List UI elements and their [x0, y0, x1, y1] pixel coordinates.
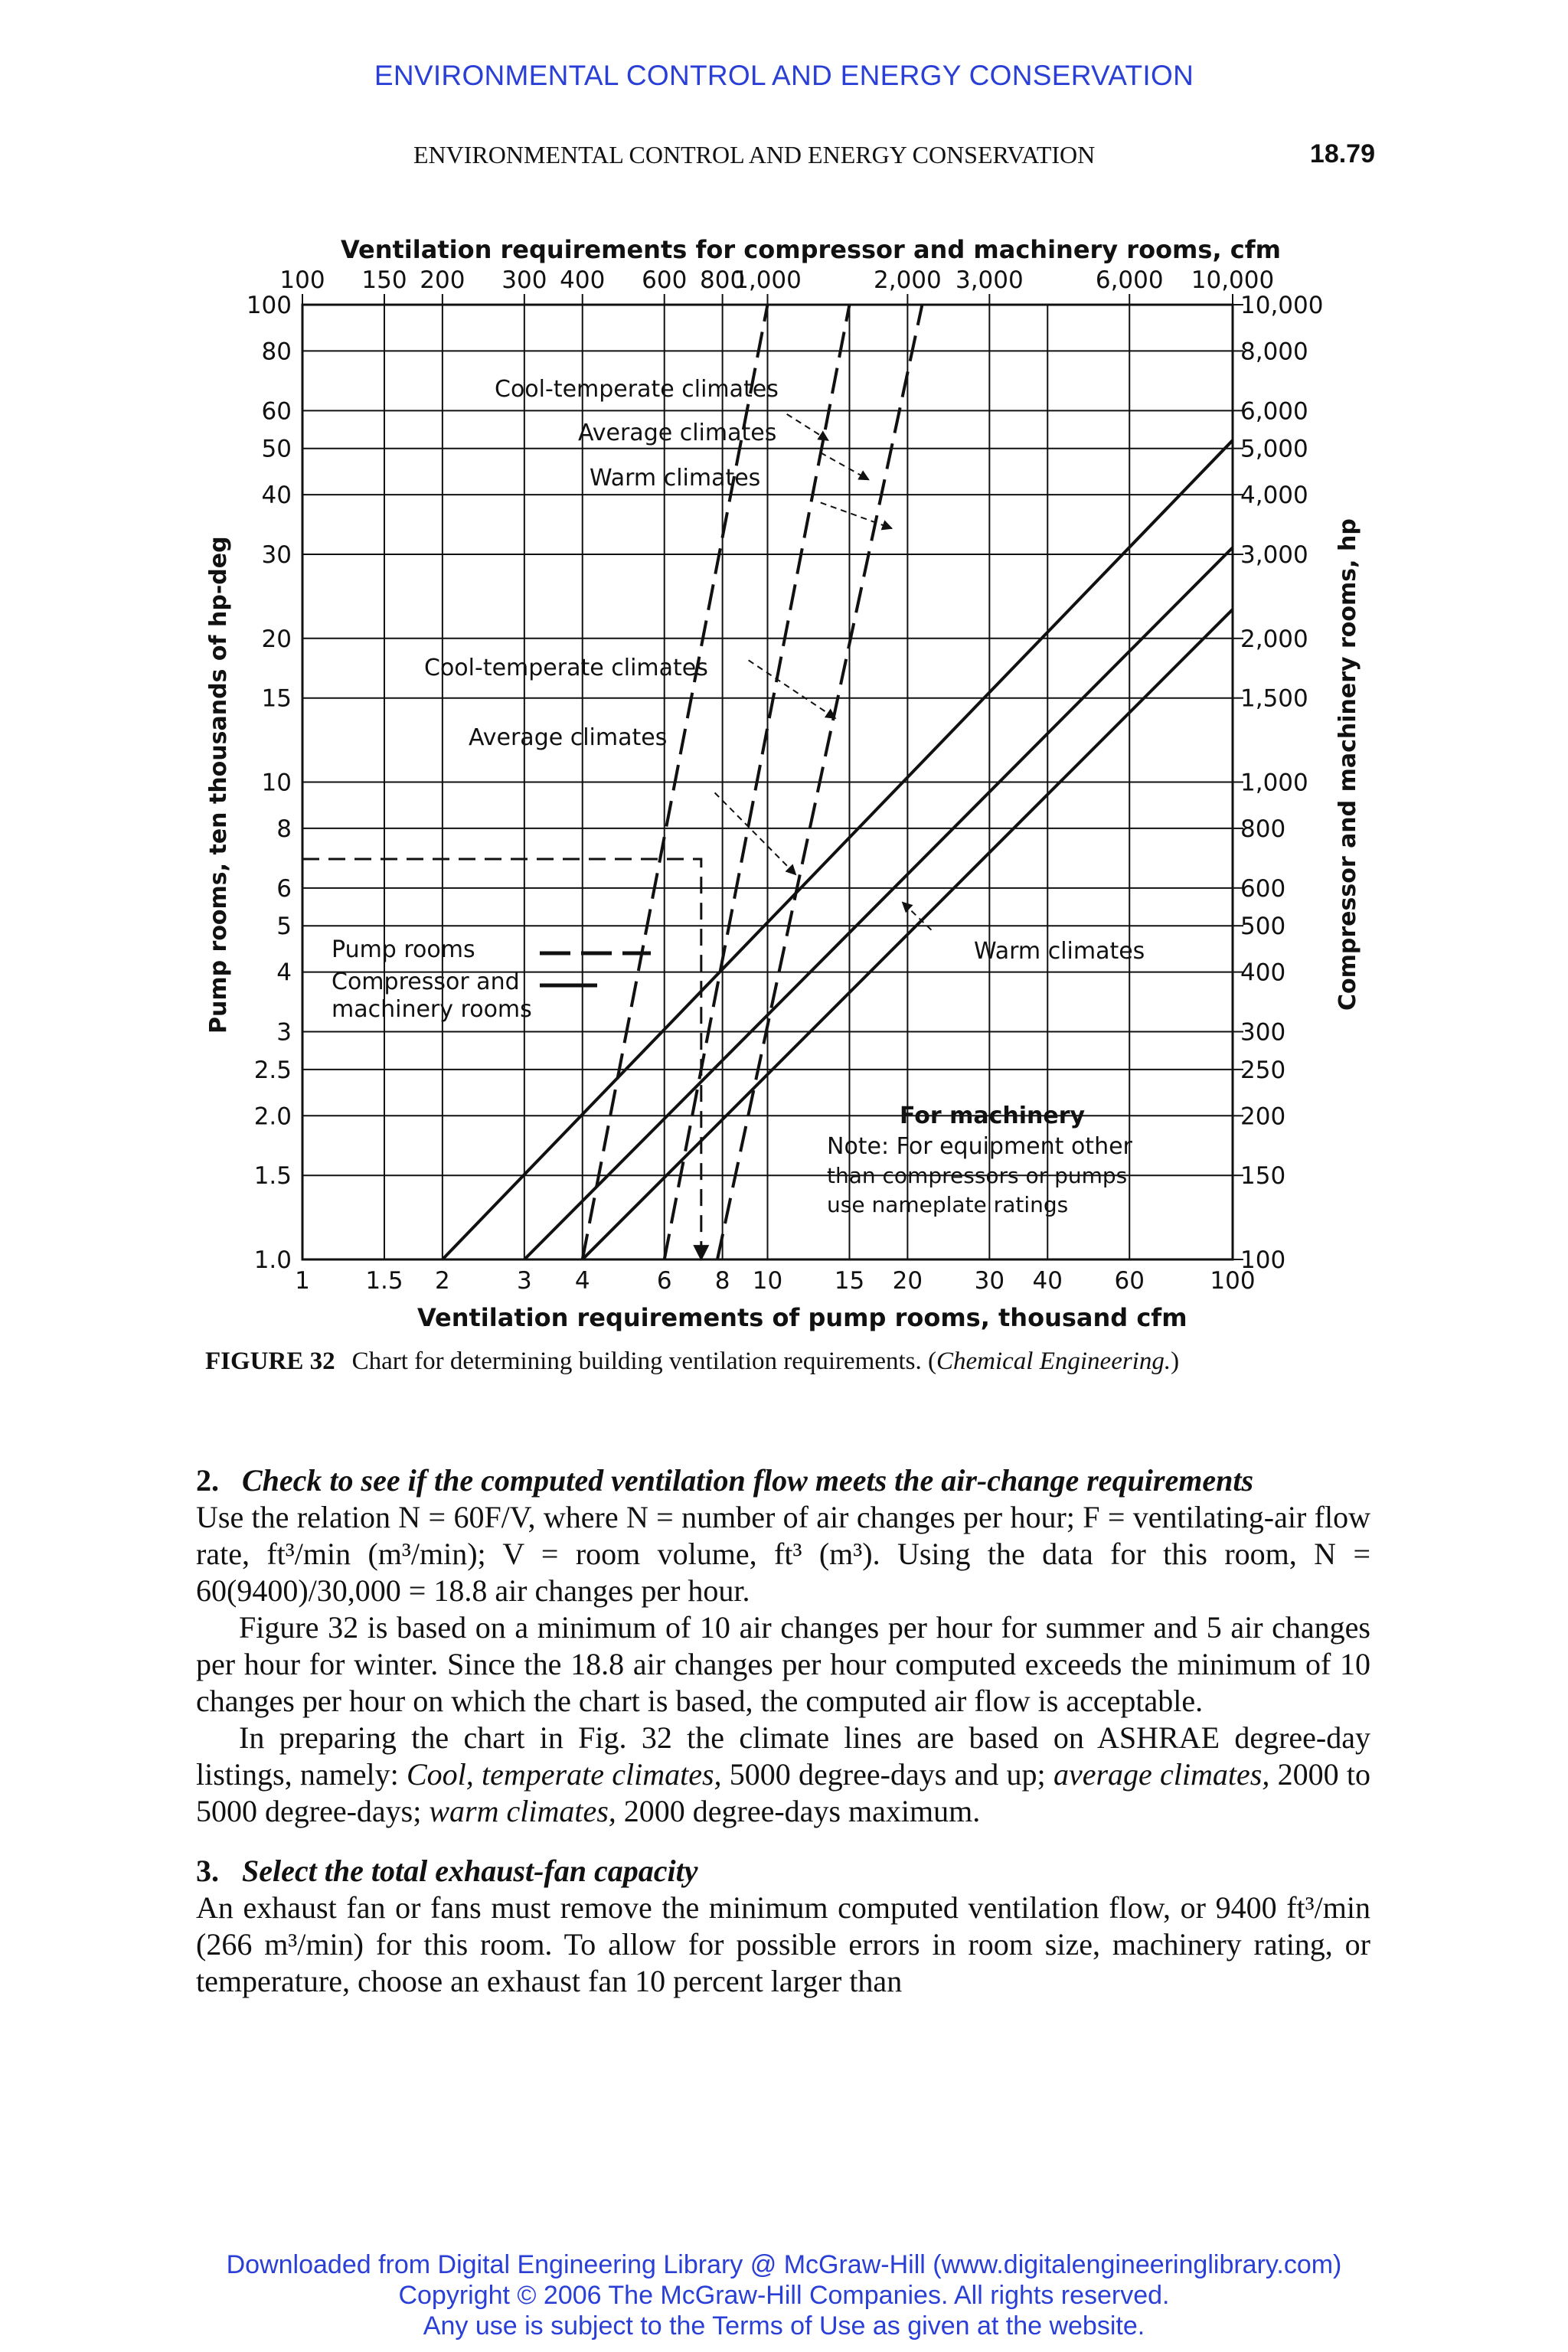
section-3-heading: 3. Select the total exhaust-fan capacity — [196, 1854, 698, 1888]
section-3-paragraph-1: An exhaust fan or fans must remove the minimum computed ventilation flow, or 9400 ft³/min (266 m³/min) for this room. To allow for possible errors in room size, machinery rating, or temperature, choose an exhaust fan 10 percent larger than — [196, 1890, 1370, 1998]
top-tick-label: 400 — [560, 266, 606, 294]
annotation-leader — [715, 792, 796, 874]
x-tick-label: 1.5 — [365, 1267, 403, 1295]
x-tick-label: 100 — [1210, 1267, 1256, 1295]
y2-tick-label: 5,000 — [1240, 435, 1308, 463]
running-head: ENVIRONMENTAL CONTROL AND ENERGY CONSERVATION — [413, 141, 1096, 168]
note-line-1: Note: For equipment other — [827, 1133, 1132, 1160]
y2-tick-label: 500 — [1240, 913, 1286, 941]
top-tick-label: 2,000 — [874, 266, 942, 294]
y2-axis-label: Compressor and machinery rooms, hp — [1334, 518, 1361, 1011]
y2-tick-label: 6,000 — [1240, 397, 1308, 426]
figure-caption — [205, 1348, 1179, 1376]
section-2-paragraph-2: Figure 32 is based on a minimum of 10 air changes per hour for summer and 5 air changes per hour for winter. Since the 18.8 air changes per hour computed exceeds the minimum of 10 changes per hour on which the chart is based, the computed air flow is acceptable. — [196, 1610, 1370, 1718]
y2-tick-label: 2,000 — [1240, 625, 1308, 653]
y-tick-label: 2.5 — [253, 1056, 292, 1084]
footer-line-1[interactable]: Downloaded from Digital Engineering Library @ McGraw-Hill (www.digitalengineeringlibrary.com) — [226, 2250, 1342, 2279]
x-tick-label: 30 — [974, 1267, 1005, 1295]
section-2-heading: 2. Check to see if the computed ventilation flow meets the air-change requirements — [196, 1463, 1254, 1498]
y-tick-label: 2.0 — [253, 1102, 292, 1131]
y-tick-label: 60 — [261, 397, 292, 426]
y-tick-label: 40 — [261, 482, 292, 510]
y-axis-label: Pump rooms, ten thousands of hp-deg — [205, 536, 232, 1034]
x-tick-label: 15 — [834, 1267, 865, 1295]
annotation-leader — [821, 452, 869, 479]
caption-source: Chemical Engineering. — [936, 1348, 1171, 1375]
note-line-2: than compressors or pumps — [827, 1163, 1128, 1188]
annotation-leader — [749, 660, 836, 718]
y-tick-label: 20 — [261, 625, 292, 653]
y-tick-label: 30 — [261, 541, 292, 570]
section-2-paragraph-3: In preparing the chart in Fig. 32 the climate lines are based on ASHRAE degree-day listings, namely: Cool, temperate climates, 5000 degree-days and up; average climates, 2000 to 5000 degree-days; warm climates, 2000 degree-days maximum. — [196, 1720, 1370, 1828]
y2-tick-label: 300 — [1240, 1018, 1286, 1047]
annotation-avg-top: Average climates — [578, 420, 777, 446]
chart-ticks — [247, 266, 1324, 1295]
chart-title: Ventilation requirements for compressor and machinery rooms, cfm — [341, 235, 1281, 264]
legend-compressor-label-1: Compressor and — [332, 969, 520, 995]
footer-line-3: Any use is subject to the Terms of Use as given at the website. — [423, 2311, 1145, 2341]
annotation-leader — [787, 414, 828, 440]
note-for-machinery: For machinery — [900, 1102, 1086, 1129]
y-tick-label: 50 — [261, 435, 292, 463]
x-tick-label: 4 — [574, 1267, 590, 1295]
annotation-leader — [821, 502, 892, 528]
y2-tick-label: 150 — [1240, 1162, 1286, 1191]
chart-grid — [302, 305, 1233, 1259]
download-footer — [0, 2249, 1568, 2341]
y2-tick-label: 10,000 — [1240, 292, 1324, 319]
y-tick-label: 4 — [276, 959, 292, 987]
y2-tick-label: 8,000 — [1240, 338, 1308, 366]
y2-tick-label: 1,000 — [1240, 769, 1308, 797]
note-line-3: use nameplate ratings — [827, 1192, 1069, 1217]
page-number: 18.79 — [1309, 139, 1375, 168]
x-tick-label: 20 — [892, 1267, 923, 1295]
footer-line-2: Copyright © 2006 The McGraw-Hill Companies. All rights reserved. — [398, 2281, 1170, 2310]
y-tick-label: 8 — [276, 815, 292, 843]
y2-tick-label: 4,000 — [1240, 482, 1308, 510]
x-axis-label: Ventilation requirements of pump rooms, thousand cfm — [417, 1303, 1187, 1332]
y-tick-label: 3 — [276, 1018, 292, 1047]
x-tick-label: 60 — [1114, 1267, 1145, 1295]
top-tick-label: 150 — [361, 266, 407, 294]
section-2-paragraph-1: Use the relation N = 60F/V, where N = number of air changes per hour; F = ventilating-air flow rate, ft³/min (m³/min); V = room volume, ft³ (m³). Using the data for this room, N = 60(9400)/30,000 = 18.8 air changes per hour. — [196, 1500, 1370, 1608]
y2-tick-label: 250 — [1240, 1056, 1286, 1084]
x-tick-label: 1 — [295, 1267, 310, 1295]
annotation-warm-top: Warm climates — [590, 465, 761, 492]
y2-tick-label: 200 — [1240, 1102, 1286, 1131]
x-tick-label: 3 — [516, 1267, 532, 1295]
top-tick-label: 1,000 — [733, 266, 802, 294]
caption-text: Chart for determining building ventilation requirements. ( — [351, 1348, 936, 1375]
body-text — [196, 1462, 1370, 2000]
x-tick-label: 10 — [752, 1267, 783, 1295]
y2-tick-label: 400 — [1240, 959, 1286, 987]
y2-tick-label: 1,500 — [1240, 684, 1308, 713]
x-tick-label: 6 — [656, 1267, 672, 1295]
annotation-avg-mid: Average climates — [469, 724, 668, 751]
caption-close: ) — [1171, 1348, 1180, 1375]
y-tick-label: 80 — [261, 338, 292, 366]
annotation-warm-low: Warm climates — [974, 938, 1145, 965]
y2-tick-label: 100 — [1240, 1246, 1286, 1274]
y-tick-label: 6 — [276, 874, 292, 903]
y-tick-label: 5 — [276, 913, 292, 941]
top-tick-label: 200 — [420, 266, 466, 294]
legend-compressor-label-2: machinery rooms — [332, 996, 532, 1023]
top-tick-label: 300 — [501, 266, 547, 294]
ventilation-chart — [191, 222, 1361, 1340]
top-tick-label: 10,000 — [1191, 266, 1275, 294]
x-tick-label: 8 — [714, 1267, 730, 1295]
top-tick-label: 800 — [700, 266, 746, 294]
y-tick-label: 15 — [261, 684, 292, 713]
y-tick-label: 10 — [261, 769, 292, 797]
top-tick-label: 3,000 — [955, 266, 1024, 294]
legend-pump-label: Pump rooms — [332, 936, 475, 963]
y2-tick-label: 600 — [1240, 874, 1286, 903]
y2-tick-label: 3,000 — [1240, 541, 1308, 570]
y2-tick-label: 800 — [1240, 815, 1286, 843]
top-tick-label: 600 — [642, 266, 688, 294]
download-banner-title: ENVIRONMENTAL CONTROL AND ENERGY CONSERVATION — [374, 60, 1194, 91]
figure-label: FIGURE 32 — [205, 1348, 335, 1375]
annotation-cool-top: Cool-temperate climates — [495, 376, 779, 403]
y-tick-label: 1.0 — [253, 1246, 292, 1274]
top-tick-label: 100 — [279, 266, 325, 294]
x-tick-label: 2 — [435, 1267, 450, 1295]
y-tick-label: 100 — [246, 292, 292, 319]
top-tick-label: 6,000 — [1095, 266, 1164, 294]
y-tick-label: 1.5 — [253, 1162, 292, 1191]
chart-annotations — [332, 376, 1145, 1217]
annotation-cool-mid: Cool-temperate climates — [424, 655, 708, 681]
x-tick-label: 40 — [1032, 1267, 1063, 1295]
